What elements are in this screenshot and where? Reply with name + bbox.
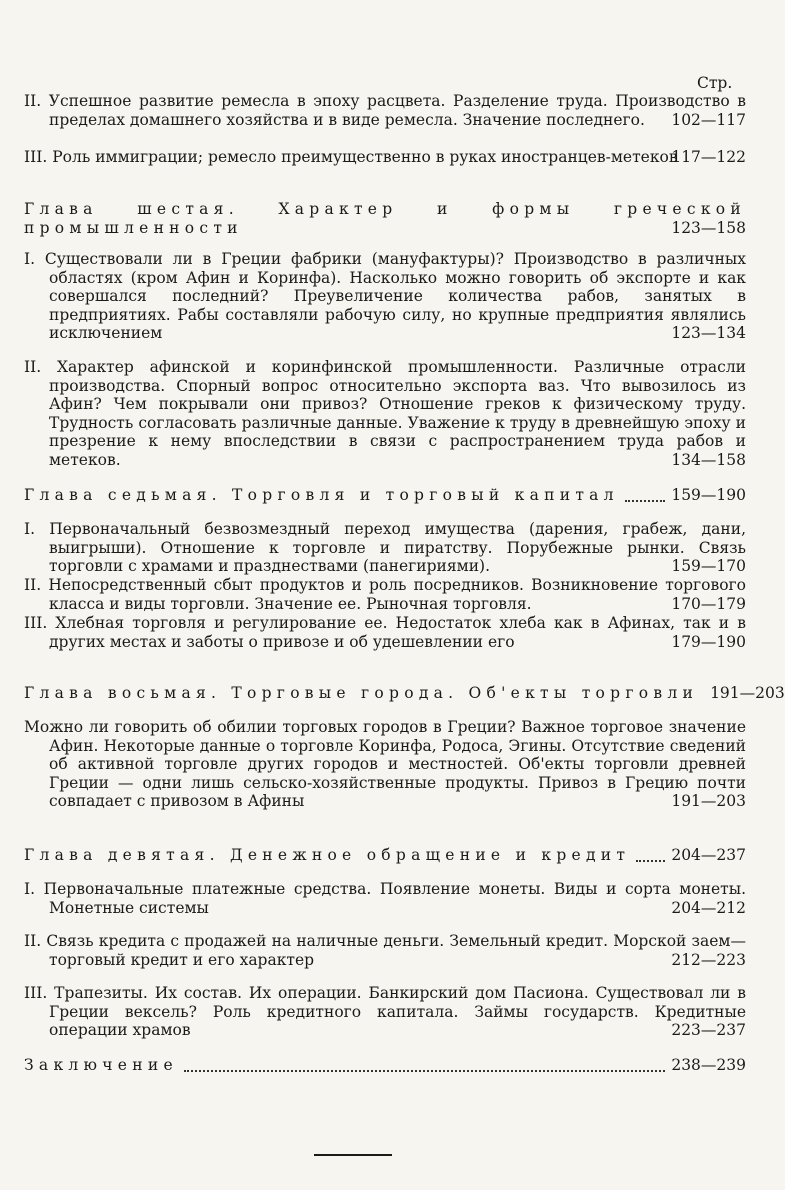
chapter-title: Глава восьмая. Торговые города. Об'екты торговли — [24, 684, 699, 702]
toc-entry — [24, 614, 746, 651]
entry-text: II. Успешное развитие ремесла в эпоху расцвета. Разделение труда. Производство в пределах домашнего хозяйства и в виде ремесла. Значение последнего. — [24, 92, 746, 129]
chapter-heading — [24, 1056, 746, 1075]
dot-leader — [636, 848, 665, 862]
entry-pages: 123—158 — [671, 218, 746, 237]
entry-text: II. Характер афинской и коринфинской промышленности. Различные отрасли производства. Спорный вопрос относительно экспорта ваз. Что вывозилось из Афин? Чем покрывали они привоз? Отношение греков к физическому труду. Трудность согласовать различные данные. Уважение к труду в древнейшую эпоху и презрение к нему впоследствии в связи с распространением труда рабов и метеков. — [24, 358, 746, 469]
entry-text: II. Непосредственный сбыт продуктов и роль посредников. Возникновение торгового класса и виды торговли. Значение ее. Рыночная торговля. — [24, 576, 746, 613]
entry-pages: 191—203 — [710, 684, 785, 702]
entry-pages: 134—158 — [671, 450, 746, 469]
entry-pages: 204—212 — [671, 898, 746, 917]
toc-entry — [24, 718, 746, 811]
entry-text: III. Хлебная торговля и регулирование ее. Недостаток хлеба как в Афинах, так и в других местах и заботы о привозе и об удешевлении его — [24, 614, 746, 651]
chapter-heading — [24, 200, 746, 237]
toc-entry — [24, 576, 746, 613]
chapter-title: Глава девятая. Денежное обращение и кредит — [24, 846, 631, 864]
entry-pages: 223—237 — [671, 1021, 746, 1040]
entry-pages: 102—117 — [671, 110, 746, 129]
dot-leader — [184, 1058, 665, 1072]
entry-text: III. Трапезиты. Их состав. Их операции. Банкирский дом Пасиона. Существовал ли в Греции вексель? Роль кредитного капитала. Займы государств. Кредитные операции храмов — [24, 984, 746, 1040]
chapter-heading — [24, 684, 785, 703]
entry-pages: 238—239 — [671, 1056, 746, 1074]
closing-rule — [314, 1154, 392, 1156]
chapter-title: Заключение — [24, 1056, 178, 1074]
toc-entry — [24, 358, 746, 470]
toc-entry — [24, 520, 746, 576]
entry-text: I. Первоначальные платежные средства. Появление монеты. Виды и сорта монеты. Монетные системы — [24, 880, 746, 917]
toc-entry — [24, 880, 746, 917]
entry-text: III. Роль иммиграции; ремесло преимущественно в руках иностранцев-метеков — [24, 148, 678, 166]
entry-pages: 170—179 — [671, 594, 746, 613]
page-column-label: Стр. — [697, 74, 733, 92]
toc-entry — [24, 92, 746, 129]
entry-text: I. Первоначальный безвозмездный переход имущества (дарения, грабеж, дани, выигрыши). Отношение к торговле и пиратству. Порубежные рынки. Связь торговли с храмами и празднествами (панегириями). — [24, 520, 746, 576]
entry-pages: 159—170 — [671, 557, 746, 576]
entry-text: I. Существовали ли в Греции фабрики (мануфактуры)? Производство в различных областях (кром Афин и Коринфа). Насколько можно говорить об экспорте и как совершался последний? Преувеличение количества рабов, занятых в предприятиях. Рабы составляли рабочую силу, но крупные предприятия являлись исключением — [24, 250, 746, 343]
toc-entry — [24, 932, 746, 969]
entry-text: II. Связь кредита с продажей на наличные деньги. Земельный кредит. Морской заем—торговый кредит и его характер — [24, 932, 746, 969]
chapter-title: Глава седьмая. Торговля и торговый капитал — [24, 486, 619, 504]
toc-entry — [24, 250, 746, 343]
entry-pages: 204—237 — [671, 846, 746, 864]
entry-pages: 179—190 — [671, 632, 746, 651]
entry-text: Можно ли говорить об обилии торговых городов в Греции? Важное торговое значение Афин. Некоторые данные о торговле Коринфа, Родоса, Эгины. Отсутствие сведений об активной торговле других городов и местностей. Об'екты торговли древней Греции — одни лишь сельско-хозяйственные продукты. Привоз в Грецию почти совпадает с привозом в Афины — [24, 718, 746, 811]
toc-entry — [24, 984, 746, 1040]
entry-pages: 159—190 — [671, 486, 746, 504]
entry-pages: 212—223 — [671, 950, 746, 969]
entry-pages: 191—203 — [671, 792, 746, 811]
dot-leader — [625, 488, 666, 502]
chapter-heading — [24, 486, 746, 505]
chapter-title: Глава шестая. Характер и формы греческой промышленности — [24, 200, 746, 237]
chapter-heading — [24, 846, 746, 865]
entry-pages: 123—134 — [671, 324, 746, 343]
toc-entry — [24, 148, 746, 167]
entry-pages: 117—122 — [671, 148, 746, 166]
